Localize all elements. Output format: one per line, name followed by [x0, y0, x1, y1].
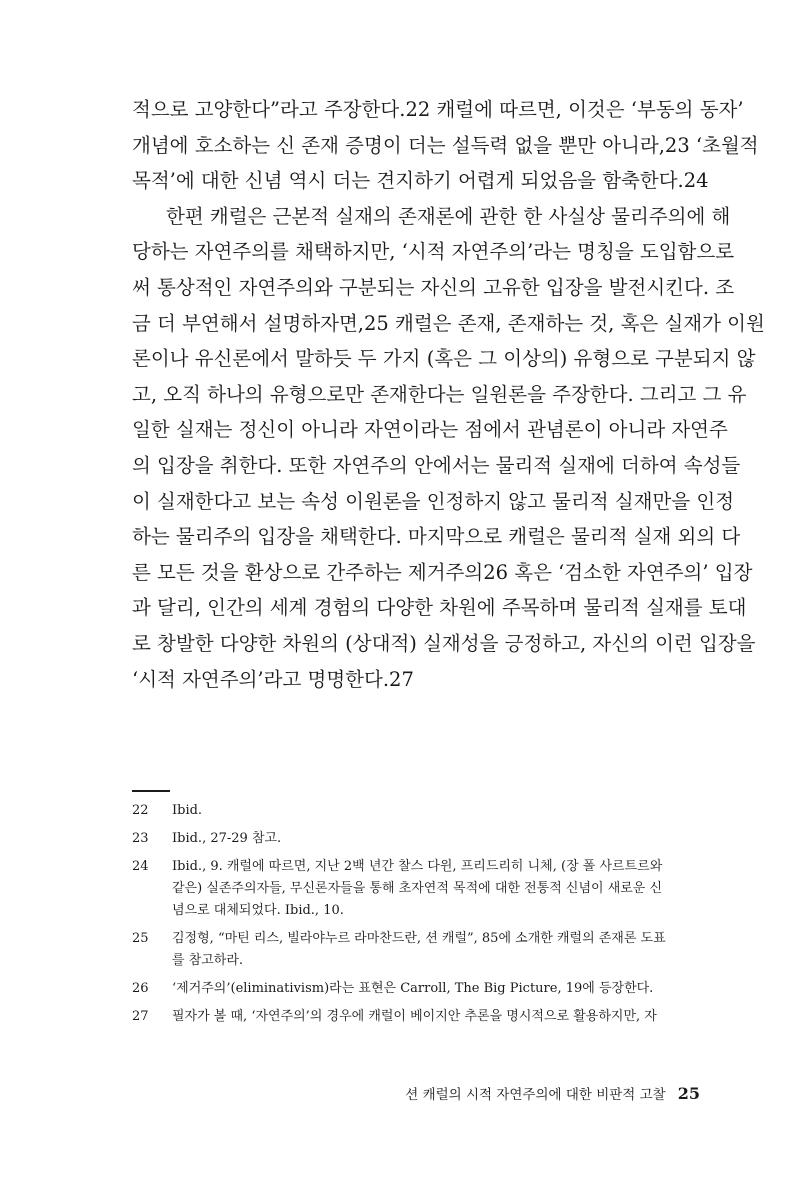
footnote-number: 26 [132, 981, 149, 996]
footnote-line: Ibid. [172, 803, 203, 818]
footnote-separator [132, 790, 170, 792]
footnote-line: 필자가 볼 때, ‘자연주의’의 경우에 캐럴이 베이지안 추론을 명시적으로 활용하지만, 자 [172, 1009, 657, 1024]
footnote-line: Ibid., 27-29 참고. [172, 831, 282, 846]
footnote-27 [132, 1006, 700, 1028]
body-line: ‘시적 자연주의’라고 명명한다.27 [132, 667, 414, 691]
body-line: 하는 물리주의 입장을 채택한다. 마지막으로 캐럴은 물리적 실재 외의 다 [132, 525, 741, 549]
footnote-23 [132, 828, 700, 850]
body-line: 금 더 부연해서 설명하자면,25 캐럴은 존재, 존재하는 것, 혹은 실재가 이원 [132, 311, 765, 335]
body-line: 목적’에 대한 신념 역시 더는 견지하기 어렵게 되었음을 함축한다.24 [132, 169, 709, 193]
body-line: 의 입장을 취한다. 또한 자연주의 안에서는 물리적 실재에 더하여 속성들 [132, 453, 741, 477]
body-line: 한편 캐럴은 근본적 실재의 존재론에 관한 한 사실상 물리주의에 해 [166, 204, 731, 228]
footnote-number: 25 [132, 931, 149, 946]
body-line: 고, 오직 하나의 유형으로만 존재한다는 일원론을 주장한다. 그리고 그 유 [132, 382, 747, 406]
footnote-26 [132, 978, 700, 1000]
running-title: 션 캐럴의 시적 자연주의에 대한 비판적 고찰 [405, 1087, 666, 1103]
body-line: 당하는 자연주의를 채택하지만, ‘시적 자연주의’라는 명칭을 도입함으로 [132, 240, 735, 264]
body-line: 이 실재한다고 보는 속성 이원론을 인정하지 않고 물리적 실재만을 인정 [132, 489, 735, 513]
footnote-line: 념으로 대체되었다. Ibid., 10. [172, 903, 344, 918]
body-line: 적으로 고양한다”라고 주장한다.22 캐럴에 따르면, 이것은 ‘부동의 동자’ [132, 98, 744, 121]
page-footer [405, 1083, 700, 1103]
body-line: 개념에 호소하는 신 존재 증명이 더는 설득력 없을 뿐만 아니라,23 ‘초월적 [132, 133, 759, 157]
footnote-number: 23 [132, 831, 149, 846]
body-line: 일한 실재는 정신이 아니라 자연이라는 점에서 관념론이 아니라 자연주 [132, 418, 728, 442]
footnote-number: 27 [132, 1009, 149, 1024]
footnote-line: 를 참고하라. [172, 953, 244, 968]
footnote-line: 김정형, “마틴 리스, 빌라야누르 라마찬드란, 션 캐럴”, 85에 소개한 캐럴의 존재론 도표 [172, 931, 666, 946]
body-line: 써 통상적인 자연주의와 구분되는 자신의 고유한 입장을 발전시킨다. 조 [132, 275, 735, 299]
footnote-25 [132, 928, 700, 972]
body-line: 로 창발한 다양한 차원의 (상대적) 실재성을 긍정하고, 자신의 이런 입장을 [132, 631, 756, 655]
footnote-line: Ibid., 9. 캐럴에 따르면, 지난 2백 년간 찰스 다윈, 프리드리히 니체, (장 폴 사르트르와 [172, 859, 663, 874]
footnote-22 [132, 800, 700, 822]
body-line: 과 달리, 인간의 세계 경험의 다양한 차원에 주목하며 물리적 실재를 토대 [132, 596, 747, 620]
page-number: 25 [677, 1084, 700, 1103]
body-line: 론이나 유신론에서 말하듯 두 가지 (혹은 그 이상의) 유형으로 구분되지 않 [132, 347, 756, 371]
footnote-line: ‘제거주의’(eliminativism)라는 표현은 Carroll, The Big Picture, 19에 등장한다. [172, 981, 654, 996]
footnotes [132, 800, 700, 1034]
body-line: 른 모든 것을 환상으로 간주하는 제거주의26 혹은 ‘검소한 자연주의’ 입장 [132, 560, 753, 584]
footnote-line: 같은) 실존주의자들, 무신론자들을 통해 초자연적 목적에 대한 전통적 신념이 새로운 신 [172, 881, 663, 896]
main-text [132, 92, 765, 697]
footnote-number: 24 [132, 859, 149, 874]
footnote-number: 22 [132, 803, 149, 818]
footnote-24 [132, 856, 700, 922]
